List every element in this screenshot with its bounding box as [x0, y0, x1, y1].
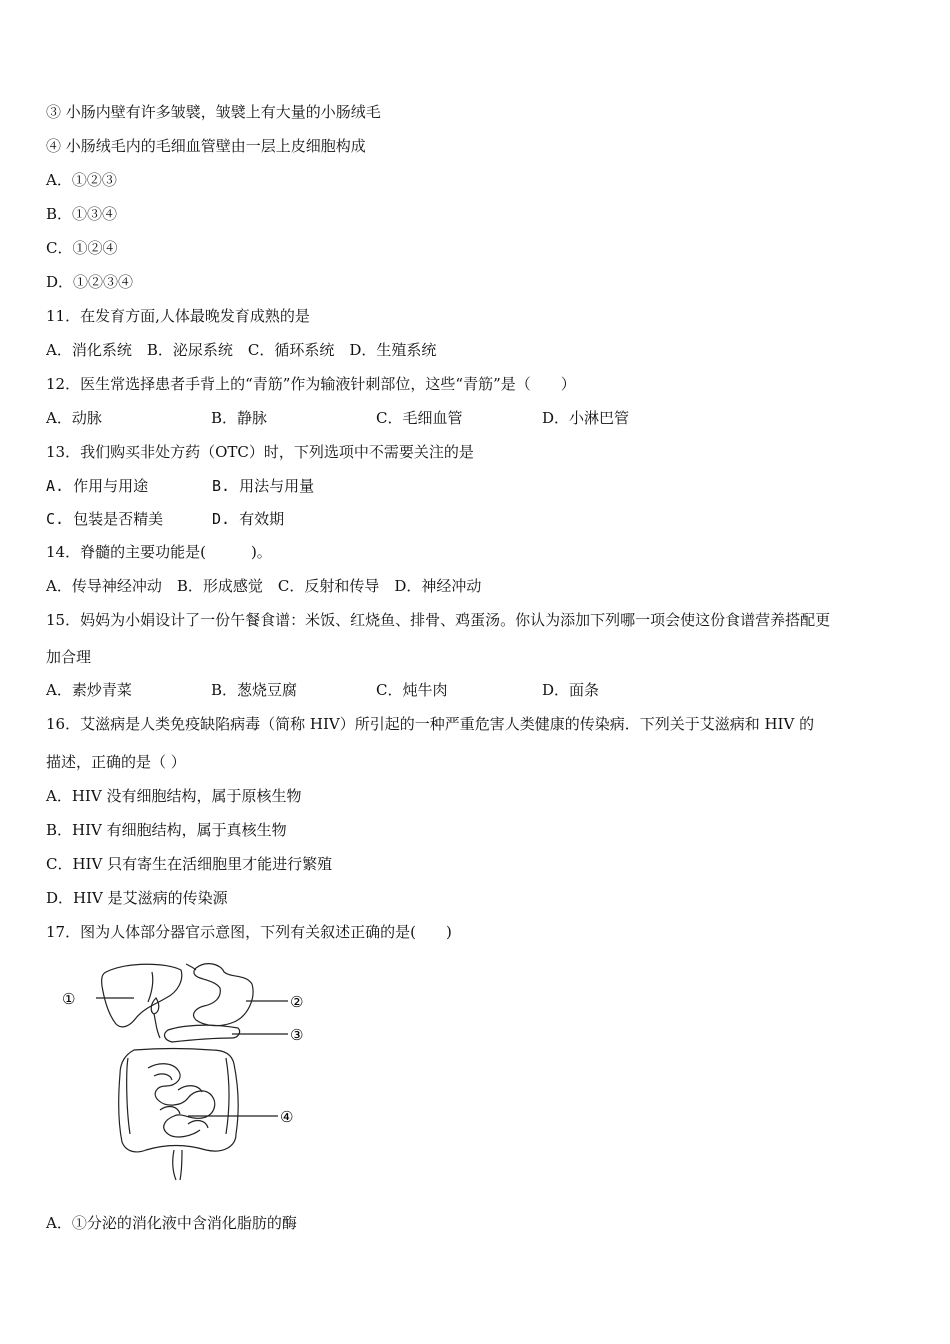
rectum-shape	[173, 1150, 176, 1180]
q15-stem-line2: 加合理	[46, 648, 92, 666]
figure-label-2: ②	[290, 993, 304, 1011]
q11-options: A．消化系统 B．泌尿系统 C．循环系统 D．生殖系统	[46, 341, 437, 359]
q16-stem-line2: 描述，正确的是（ ）	[46, 753, 186, 771]
figure-label-3: ③	[290, 1026, 304, 1044]
q13-option-b: B. 用法与用量	[212, 477, 315, 495]
digestive-system-figure	[56, 958, 316, 1188]
small-intestine-shape	[148, 1064, 215, 1137]
liver-shape	[102, 964, 182, 1027]
q16-option-d: D．HIV 是艾滋病的传染源	[46, 889, 228, 907]
q17-stem: 17．图为人体部分器官示意图，下列有关叙述正确的是( )	[46, 923, 452, 941]
figure-label-4: ④	[280, 1108, 294, 1126]
stomach-shape	[194, 964, 253, 1026]
q13-option-c: C. 包装是否精美	[46, 510, 164, 528]
figure-label-1: ①	[62, 990, 76, 1008]
statement-4: ④ 小肠绒毛内的毛细血管壁由一层上皮细胞构成	[46, 137, 366, 155]
pancreas-shape	[165, 1025, 240, 1042]
q12-option-c: C．毛细血管	[376, 409, 463, 427]
q12-option-b: B．静脉	[211, 409, 268, 427]
q16-option-b: B．HIV 有细胞结构，属于真核生物	[46, 821, 287, 839]
q12-option-d: D．小淋巴管	[542, 409, 630, 427]
q15-stem-line1: 15．妈妈为小娟设计了一份午餐食谱：米饭、红烧鱼、排骨、鸡蛋汤。你认为添加下列哪一项会使这份食谱营养搭配更	[46, 611, 831, 629]
q11-stem: 11．在发育方面,人体最晚发育成熟的是	[46, 307, 310, 325]
q14-options: A．传导神经冲动 B．形成感觉 C．反射和传导 D．神经冲动	[46, 577, 482, 595]
q16-option-c: C．HIV 只有寄生在活细胞里才能进行繁殖	[46, 855, 333, 873]
q15-option-d: D．面条	[542, 681, 600, 699]
q13-option-a: A. 作用与用途	[46, 477, 149, 495]
statement-3: ③ 小肠内壁有许多皱襞，皱襞上有大量的小肠绒毛	[46, 103, 381, 121]
q10-option-a: A．①②③	[46, 171, 117, 189]
q15-option-c: C．炖牛肉	[376, 681, 448, 699]
q15-option-b: B．葱烧豆腐	[211, 681, 298, 699]
q16-option-a: A．HIV 没有细胞结构，属于原核生物	[46, 787, 302, 805]
q17-option-a: A．①分泌的消化液中含消化脂肪的酶	[46, 1214, 297, 1232]
q16-stem-line1: 16．艾滋病是人类免疫缺陷病毒（简称 HIV）所引起的一种严重危害人类健康的传染病．下列关于艾滋病和 HIV 的	[46, 715, 815, 733]
q13-option-d: D. 有效期	[212, 510, 285, 528]
q12-option-a: A．动脉	[46, 409, 102, 427]
q13-stem: 13．我们购买非处方药（OTC）时，下列选项中不需要关注的是	[46, 443, 474, 461]
q14-stem: 14．脊髓的主要功能是( )。	[46, 543, 272, 561]
q10-option-b: B．①③④	[46, 205, 118, 223]
q10-option-d: D．①②③④	[46, 273, 134, 291]
q15-option-a: A．素炒青菜	[46, 681, 132, 699]
q10-option-c: C．①②④	[46, 239, 118, 257]
q12-stem: 12．医生常选择患者手背上的“青筋”作为输液针刺部位，这些“青筋”是（ ）	[46, 375, 576, 393]
